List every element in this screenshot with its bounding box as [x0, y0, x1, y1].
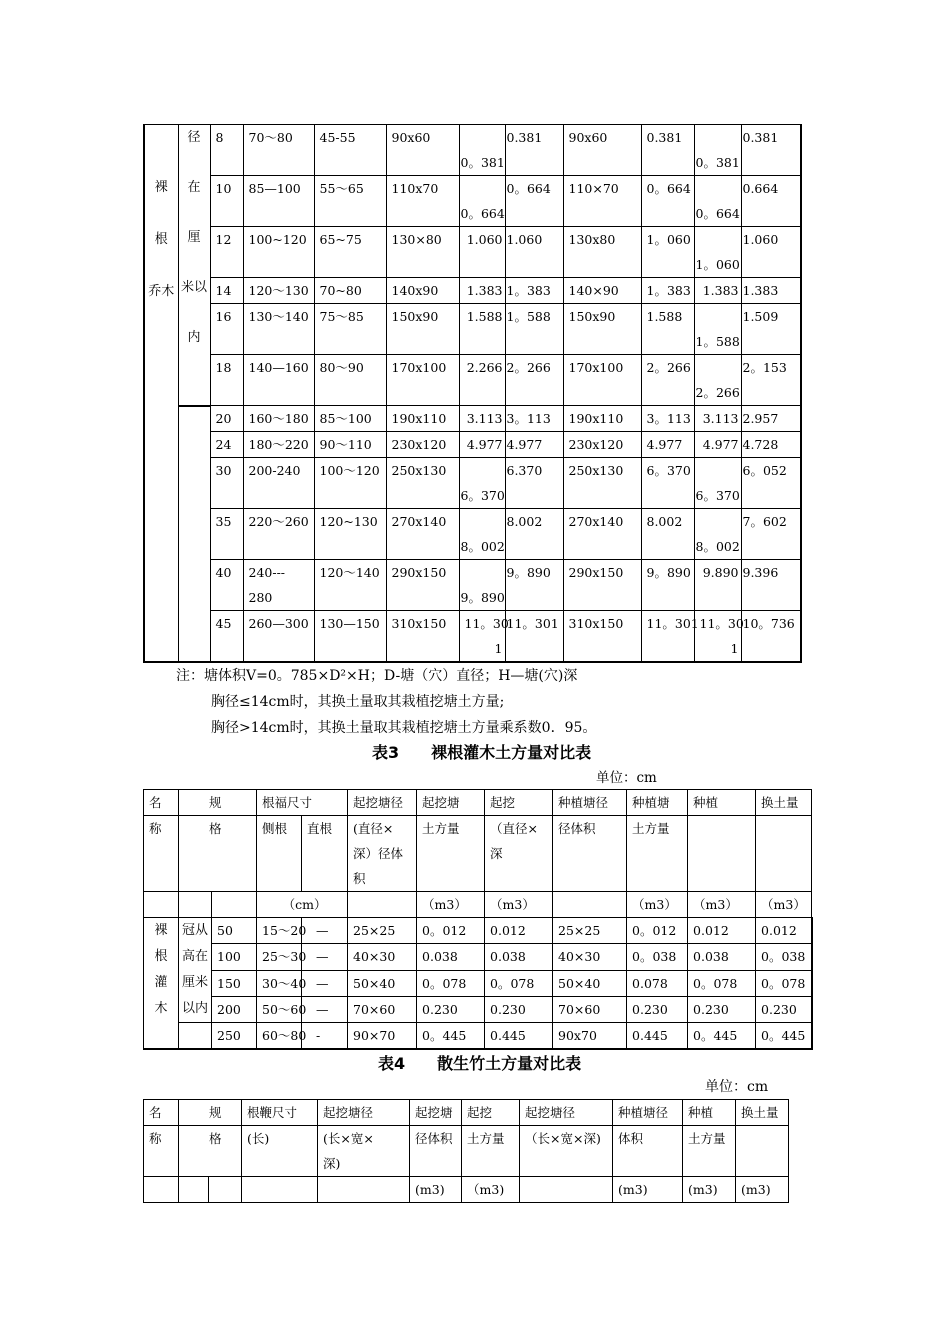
empty-cell [144, 892, 179, 918]
table-cell: 130～140 [243, 304, 314, 355]
table-cell: 90～110 [314, 432, 386, 458]
table-cell: 60～80 [257, 1023, 302, 1050]
table-cell: 3.113 [694, 406, 741, 432]
empty-cell [209, 1177, 242, 1203]
table-cell: 40×30 [553, 944, 627, 970]
header-cell: 称 [144, 816, 179, 892]
table-cell: 50～60 [257, 996, 302, 1022]
table-cell: 0.381 [505, 125, 563, 176]
table-cell: 10 [210, 176, 243, 227]
empty-cell [212, 892, 257, 918]
table-cell [459, 509, 505, 560]
table-cell: 140—160 [243, 355, 314, 406]
table-row [144, 918, 812, 944]
table-cell: 2。153 [741, 355, 801, 406]
table-4-title: 表4 散生竹土方量对比表 [378, 1054, 582, 1073]
cell-value: 6。370 [695, 488, 740, 503]
table-cell: 25～30 [257, 944, 302, 970]
table-cell: 9。890 [641, 560, 694, 611]
unit-cell: (m3) [683, 1177, 736, 1203]
spec-label-empty [179, 1023, 212, 1050]
unit-cell: (m3) [736, 1177, 789, 1203]
table-cell: 85～100 [314, 406, 386, 432]
table-row [144, 458, 801, 509]
table-cell: 0.381 [641, 125, 694, 176]
table-cell: 75～85 [314, 304, 386, 355]
group-label-text: 裸 根 灌 木 [154, 923, 168, 1016]
header-cell: 起挖 [485, 790, 553, 816]
header-cell [756, 816, 812, 892]
unit-cell: （m3） [688, 892, 756, 918]
table-row [144, 970, 812, 996]
table-cell: 120～130 [243, 278, 314, 304]
table-cell: 0.381 [741, 125, 801, 176]
table-cell: 0.230 [627, 996, 688, 1022]
cell-value: 8。002 [695, 539, 740, 554]
table-cell: 0。664 [641, 176, 694, 227]
empty-cell [348, 892, 417, 918]
unit-cell: （m3） [756, 892, 812, 918]
table-cell: 1。383 [641, 278, 694, 304]
header-cell: (长×宽× 深) [318, 1126, 410, 1177]
table-cell [694, 227, 741, 278]
table-cell [694, 125, 741, 176]
table-row [144, 125, 801, 176]
table-cell: 120~130 [314, 509, 386, 560]
table-cell: 11。301 [641, 611, 694, 663]
table-cell: 150x90 [563, 304, 641, 355]
table-cell: 24 [210, 432, 243, 458]
table-cell: 1.588 [641, 304, 694, 355]
table-cell: 90x70 [553, 1023, 627, 1050]
table-cell: 10。736 [741, 611, 801, 663]
table-cell: 0.012 [756, 918, 812, 944]
header-cell: 直根 [302, 816, 348, 892]
table-cell: 270x140 [563, 509, 641, 560]
table-cell: 2.957 [741, 406, 801, 432]
table-cell: 130x80 [563, 227, 641, 278]
table-cell: 90x60 [563, 125, 641, 176]
table-cell [694, 355, 741, 406]
cell-value: 9。890 [460, 590, 505, 605]
table-cell [459, 560, 505, 611]
table-cell: 90x60 [386, 125, 459, 176]
table-cell: 90×70 [348, 1023, 417, 1050]
units-row [144, 892, 812, 918]
empty-cell [520, 1177, 613, 1203]
header-cell: 起挖 [462, 1100, 520, 1126]
table-row [144, 611, 801, 663]
table-cell: 2.266 [459, 355, 505, 406]
empty-cell [242, 1177, 318, 1203]
table-4 [143, 1099, 789, 1203]
header-cell: 称 [144, 1126, 179, 1177]
spec-label-text: 冠从 高在 厘米 以内 [181, 923, 208, 1016]
table-cell: 140×90 [563, 278, 641, 304]
spec-label [178, 125, 210, 406]
header-cell: 起挖塘 [417, 790, 485, 816]
group-label [144, 918, 179, 1050]
table-cell: 310x150 [386, 611, 459, 663]
table-cell: 1.060 [459, 227, 505, 278]
table-cell: 170x100 [563, 355, 641, 406]
table-cell [459, 458, 505, 509]
table-cell: 80～90 [314, 355, 386, 406]
note-line-2: 胸径≤14cm时，其换土量取其栽植挖塘土方量; [211, 694, 505, 710]
table-3-title: 表3 裸根灌木土方量对比表 [372, 743, 592, 762]
table-cell: 25×25 [348, 918, 417, 944]
table-cell: 35 [210, 509, 243, 560]
table-cell [694, 458, 741, 509]
table-cell: 4.977 [641, 432, 694, 458]
table-cell: 170x100 [386, 355, 459, 406]
table-cell: 1.509 [741, 304, 801, 355]
table-cell: 0.230 [688, 996, 756, 1022]
table-cell: 6。370 [641, 458, 694, 509]
table-cell: 4.977 [694, 432, 741, 458]
table-cell: 140x90 [386, 278, 459, 304]
header-cell: 起挖塘径 [348, 790, 417, 816]
table-cell: 6。052 [741, 458, 801, 509]
table-cell: 130×80 [386, 227, 459, 278]
table-cell: 130—150 [314, 611, 386, 663]
table-cell: 150x90 [386, 304, 459, 355]
header-cell: 规 [179, 1100, 242, 1126]
header-cell: 起挖塘径 [318, 1100, 410, 1126]
empty-cell [318, 1177, 410, 1203]
table-cell: 110×70 [563, 176, 641, 227]
table-row [144, 560, 801, 611]
header-cell: （直径× 深 [485, 816, 553, 892]
table-cell: 230x120 [386, 432, 459, 458]
header-cell: 种植 [683, 1100, 736, 1126]
unit-cell: (m3) [613, 1177, 683, 1203]
table-cell: 50×40 [553, 970, 627, 996]
table-cell: 290x150 [386, 560, 459, 611]
spec-label-text: 径 在 厘 米以 内 [180, 130, 207, 345]
table-cell: 0。038 [627, 944, 688, 970]
table-cell: 50 [212, 918, 257, 944]
table-cell: 0.445 [485, 1023, 553, 1050]
header-cell: 名 [144, 1100, 179, 1126]
table-cell: 190x110 [563, 406, 641, 432]
table-cell: 85—100 [243, 176, 314, 227]
cell-value: 2。266 [695, 385, 740, 400]
table-cell: 260—300 [243, 611, 314, 663]
table-cell: 9.890 [694, 560, 741, 611]
table-3 [143, 789, 813, 1050]
note-line-1: 注：塘体积V=0。785×D²×H；D-塘（穴）直径；H—塘(穴)深 [176, 668, 578, 684]
table-cell: 0.012 [485, 918, 553, 944]
note-line-3: 胸径>14cm时，其换土量取其栽植挖塘土方量乘系数0．95。 [211, 720, 597, 736]
empty-cell [144, 1177, 179, 1203]
table-cell: 190x110 [386, 406, 459, 432]
table-cell: 1.383 [694, 278, 741, 304]
header-cell: 格 [179, 816, 257, 892]
table-cell: 45-55 [314, 125, 386, 176]
table-cell: — [302, 970, 348, 996]
unit-cell: (m3) [410, 1177, 462, 1203]
unit-cell: （m3） [627, 892, 688, 918]
table-cell: 120～140 [314, 560, 386, 611]
table-cell: 9。890 [505, 560, 563, 611]
spec-label [179, 918, 212, 1023]
table-cell: 1。383 [505, 278, 563, 304]
table-cell: 1.060 [505, 227, 563, 278]
table-cell: 290x150 [563, 560, 641, 611]
table-cell: 310x150 [563, 611, 641, 663]
table-cell: 0。038 [756, 944, 812, 970]
table-2 [143, 124, 802, 663]
table-cell: 100~120 [243, 227, 314, 278]
table-cell: 0.230 [417, 996, 485, 1022]
table-cell: 1。588 [505, 304, 563, 355]
table-cell: 11。301 [505, 611, 563, 663]
table-cell: 12 [210, 227, 243, 278]
cell-value: 0。381 [695, 155, 740, 170]
table-cell: 40 [210, 560, 243, 611]
table-cell: 0.230 [485, 996, 553, 1022]
table-cell: 0.038 [688, 944, 756, 970]
table-cell: 6.370 [505, 458, 563, 509]
table-cell: 1.383 [741, 278, 801, 304]
table-cell: 16 [210, 304, 243, 355]
table-cell: 4.728 [741, 432, 801, 458]
cell-value: 8。002 [460, 539, 505, 554]
table-cell: 270x140 [386, 509, 459, 560]
table-row [144, 996, 812, 1022]
table-cell: 0.012 [688, 918, 756, 944]
table-cell: 1.060 [741, 227, 801, 278]
table-cell: 2。266 [505, 355, 563, 406]
table-cell: 18 [210, 355, 243, 406]
table-row [144, 406, 801, 432]
header-cell: (长) [242, 1126, 318, 1177]
header-cell: 土方量 [462, 1126, 520, 1177]
table-cell: 1。060 [641, 227, 694, 278]
header-cell: 换土量 [756, 790, 812, 816]
cell-value: 0。664 [695, 206, 740, 221]
header-cell: 土方量 [627, 816, 688, 892]
cell-value: 1。588 [695, 334, 740, 349]
table-cell: 180～220 [243, 432, 314, 458]
table-cell: 8 [210, 125, 243, 176]
table-cell: 9.396 [741, 560, 801, 611]
table-cell [694, 304, 741, 355]
table-cell: 65~75 [314, 227, 386, 278]
table-cell: 0。664 [505, 176, 563, 227]
table-cell: 40×30 [348, 944, 417, 970]
header-cell: 名 [144, 790, 179, 816]
table-cell: 250 [212, 1023, 257, 1050]
table-cell: 8.002 [641, 509, 694, 560]
table-cell: 70×60 [348, 996, 417, 1022]
table-cell: 240--- 280 [243, 560, 314, 611]
table-cell: 3.113 [459, 406, 505, 432]
table-cell: 11。30 1 [459, 611, 505, 663]
table-cell: 20 [210, 406, 243, 432]
table-cell: — [302, 944, 348, 970]
header-cell: 径体积 [553, 816, 627, 892]
table-cell: - [302, 1023, 348, 1050]
empty-cell [179, 892, 212, 918]
table-cell: 8.002 [505, 509, 563, 560]
table-cell: 150 [212, 970, 257, 996]
header-cell: 换土量 [736, 1100, 789, 1126]
header-cell: (直径× 深）径体 积 [348, 816, 417, 892]
header-cell: （长×宽×深) [520, 1126, 613, 1177]
table-cell: 0.445 [627, 1023, 688, 1050]
table-row [144, 176, 801, 227]
group-label [144, 125, 178, 663]
unit-cell: （m3） [417, 892, 485, 918]
empty-cell [553, 892, 627, 918]
table-cell: 220～260 [243, 509, 314, 560]
table-cell: 3。113 [641, 406, 694, 432]
cell-value: 1。060 [695, 257, 740, 272]
table-cell [694, 176, 741, 227]
table-cell: 0。012 [627, 918, 688, 944]
table-cell: 200 [212, 996, 257, 1022]
table-cell: 2。266 [641, 355, 694, 406]
table-row [144, 1023, 812, 1050]
table-cell: 0。012 [417, 918, 485, 944]
table-cell: 55～65 [314, 176, 386, 227]
table-cell: 0。078 [485, 970, 553, 996]
table-cell: 160～180 [243, 406, 314, 432]
table-cell: 14 [210, 278, 243, 304]
table-cell: 0。445 [417, 1023, 485, 1050]
table-cell: 11。30 1 [694, 611, 741, 663]
table-cell: 4.977 [459, 432, 505, 458]
cell-value: 6。370 [460, 488, 505, 503]
units-row [144, 1177, 789, 1203]
table-cell: 7。602 [741, 509, 801, 560]
table-cell: 50×40 [348, 970, 417, 996]
table-cell: 250x130 [386, 458, 459, 509]
table-cell: 110x70 [386, 176, 459, 227]
header-cell: 径体积 [410, 1126, 462, 1177]
header-cell: 起挖塘 [410, 1100, 462, 1126]
table-cell: 30～40 [257, 970, 302, 996]
header-cell [688, 816, 756, 892]
header-cell: 侧根 [257, 816, 302, 892]
table-cell: 0。078 [688, 970, 756, 996]
unit-cell: （m3) [462, 1177, 520, 1203]
header-cell: 种植塘 [627, 790, 688, 816]
table-row [144, 509, 801, 560]
table-3-unit: 单位：cm [596, 770, 657, 786]
table-cell: 15～20 [257, 918, 302, 944]
table-cell: 0.078 [627, 970, 688, 996]
unit-cell: （m3） [485, 892, 553, 918]
table-cell: 0。445 [756, 1023, 812, 1050]
table-cell: — [302, 996, 348, 1022]
table-row [144, 227, 801, 278]
table-cell [459, 176, 505, 227]
header-cell: 种植 [688, 790, 756, 816]
header-cell: 根福尺寸 [257, 790, 348, 816]
table-4-unit: 单位：cm [705, 1079, 769, 1095]
cell-value: 0。664 [460, 206, 505, 221]
table-cell: 230x120 [563, 432, 641, 458]
header-cell: 规 [179, 790, 257, 816]
header-cell [736, 1126, 789, 1177]
header-cell: 起挖塘径 [520, 1100, 613, 1126]
header-cell: 土方量 [417, 816, 485, 892]
table-cell: 100 [212, 944, 257, 970]
table-cell: 70~80 [314, 278, 386, 304]
table-cell: 0。445 [688, 1023, 756, 1050]
table-row [144, 355, 801, 406]
header-row [144, 1126, 789, 1177]
header-row [144, 790, 812, 816]
header-cell: 根鞭尺寸 [242, 1100, 318, 1126]
table-cell: 70～80 [243, 125, 314, 176]
table-cell: 30 [210, 458, 243, 509]
header-cell: 种植塘径 [613, 1100, 683, 1126]
table-row [144, 432, 801, 458]
table-cell [459, 125, 505, 176]
header-cell: 体积 [613, 1126, 683, 1177]
header-cell: 格 [179, 1126, 242, 1177]
table-cell [694, 509, 741, 560]
table-cell: 0.038 [485, 944, 553, 970]
table-cell: 250x130 [563, 458, 641, 509]
spec-label-empty [178, 406, 210, 663]
header-row [144, 1100, 789, 1126]
empty-cell [179, 1177, 209, 1203]
table-cell: 200-240 [243, 458, 314, 509]
header-cell: 种植塘径 [553, 790, 627, 816]
table-cell: — [302, 918, 348, 944]
unit-cell: （cm） [257, 892, 348, 918]
table-cell: 70×60 [553, 996, 627, 1022]
table-cell: 0。078 [417, 970, 485, 996]
table-cell: 45 [210, 611, 243, 663]
group-label-text: 裸 根 乔木 [148, 180, 175, 299]
table-cell: 0.230 [756, 996, 812, 1022]
table-cell: 3。113 [505, 406, 563, 432]
table-cell: 25×25 [553, 918, 627, 944]
table-cell: 100～120 [314, 458, 386, 509]
table-cell: 0.664 [741, 176, 801, 227]
table-row [144, 278, 801, 304]
header-row [144, 816, 812, 892]
table-cell: 1.588 [459, 304, 505, 355]
cell-value: 0。381 [460, 155, 505, 170]
table-cell: 1.383 [459, 278, 505, 304]
table-cell: 0.038 [417, 944, 485, 970]
table-cell: 0。078 [756, 970, 812, 996]
header-cell: 土方量 [683, 1126, 736, 1177]
table-row [144, 944, 812, 970]
table-cell: 4.977 [505, 432, 563, 458]
table-row [144, 304, 801, 355]
